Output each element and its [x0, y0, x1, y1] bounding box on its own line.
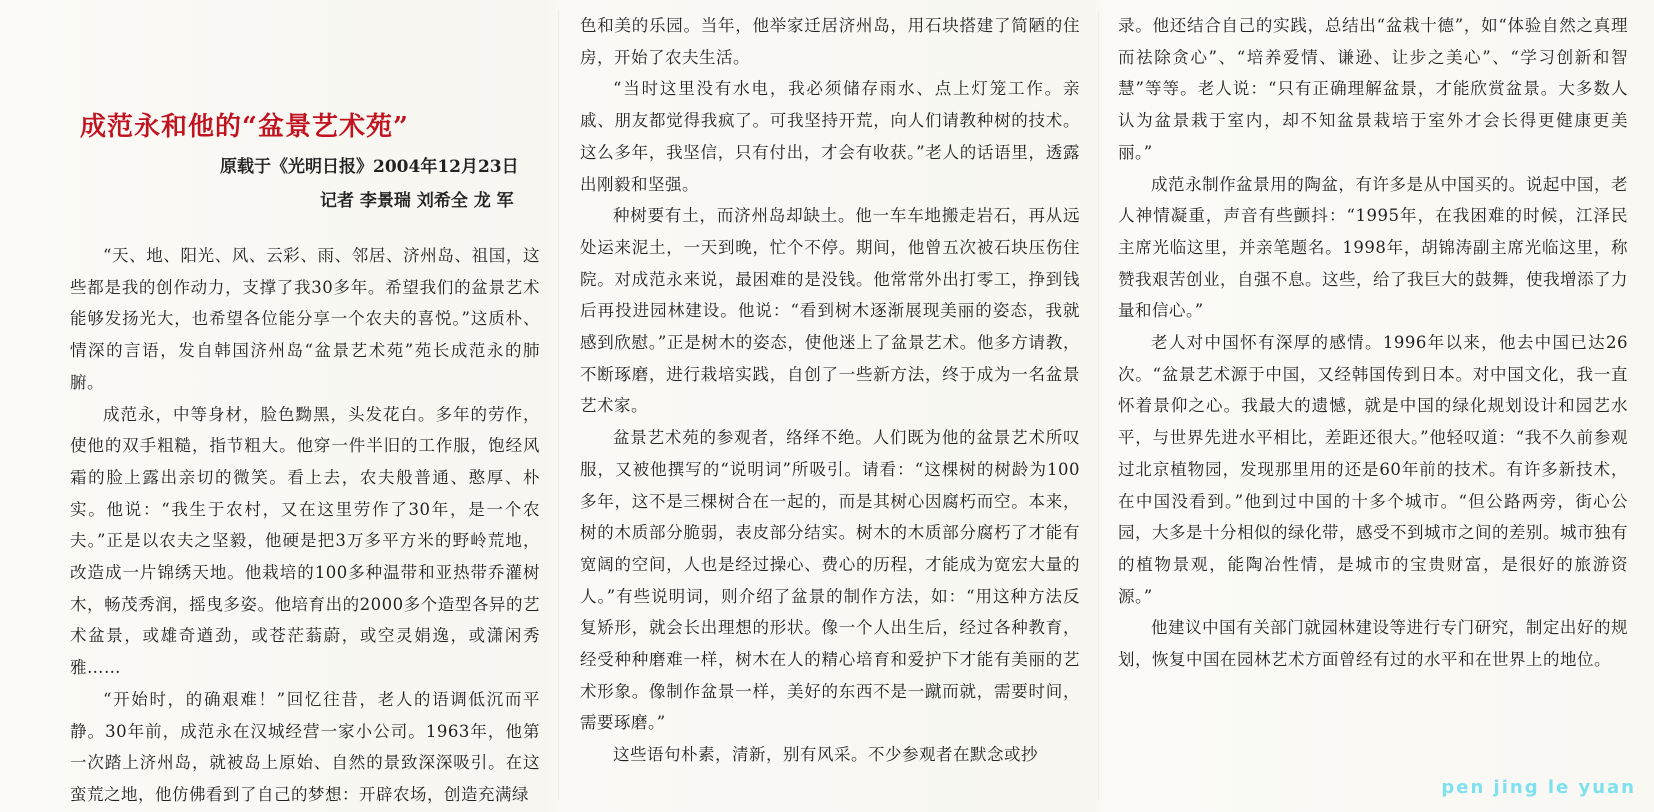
paragraph: 种树要有土，而济州岛却缺土。他一车车地搬走岩石，再从远处运来泥土，一天到晚，忙个不停。期间，他曾五次被石块压伤住院。对成范永来说，最困难的是没钱。他常常外出打零工，挣到钱后再投进园林建设。他说：“看到树木逐渐展现美丽的姿态，我就感到欣慰。”正是树木的姿态，使他迷上了盆景艺术。他多方请教，不断琢磨，进行栽培实践，自创了一些新方法，终于成为一名盆景艺术家。: [580, 206, 1080, 416]
column-1-text: [70, 240, 540, 811]
article-title: 成范永和他的“盆景艺术苑”: [80, 112, 409, 142]
column-divider: [558, 10, 559, 800]
paragraph: “开始时，的确艰难！”回忆往昔，老人的语调低沉而平静。30年前，成范永在汉城经营一家小公司。1963年，他第一次踏上济州岛，就被岛上原始、自然的景致深深吸引。在这蛮荒之地，他仿佛看到了自己的梦想：开辟农场，创造充满绿: [70, 689, 540, 804]
paragraph: 他建议中国有关部门就园林建设等进行专门研究，制定出好的规划，恢复中国在园林艺术方面曾经有过的水平和在世界上的地位。: [1118, 618, 1628, 670]
paragraph: 成范永制作盆景用的陶盆，有许多是从中国买的。说起中国，老人神情凝重，声音有些颤抖：“1995年，在我困难的时候，江泽民主席光临这里，并亲笔题名。1998年，胡锦涛副主席光临这里，称赞我艰苦创业，自强不息。这些，给了我巨大的鼓舞，使我增添了力量和信心。”: [1118, 174, 1628, 321]
column-3-text: [1118, 10, 1628, 676]
paragraph: 老人对中国怀有深厚的感情。1996年以来，他去中国已达26次。“盆景艺术源于中国，又经韩国传到日本。对中国文化，我一直怀着景仰之心。我最大的遗憾，就是中国的绿化规划设计和园艺水平，与世界先进水平相比，差距还很大。”他轻叹道：“我不久前参观过北京植物园，发现那里用的还是60年前的技术。有许多新技术，在中国没看到。”他到过中国的十多个城市。“但公路两旁，街心公园，大多是十分相似的绿化带，感受不到城市之间的差别。城市独有的植物景观，能陶冶性情，是城市的宝贵财富，是很好的旅游资源。”: [1118, 333, 1628, 606]
watermark-text: pen jing le yuan: [1441, 777, 1636, 798]
column-divider: [1098, 10, 1099, 800]
article-source: 原载于《光明日报》2004年12月23日: [220, 157, 519, 177]
column-2: [580, 0, 1080, 812]
column-1: [70, 0, 540, 812]
paragraph: 色和美的乐园。当年，他举家迁居济州岛，用石块搭建了简陋的住房，开始了农夫生活。: [580, 16, 1080, 67]
paragraph: 这些语句朴素，清新，别有风采。不少参观者在默念或抄: [613, 745, 1038, 765]
paragraph: 录。他还结合自己的实践，总结出“盆栽十德”，如“体验自然之真理而祛除贪心”、“培养爱情、谦逊、让步之美心”、“学习创新和智慧”等等。老人说：“只有正确理解盆景，才能欣赏盆景。大多数人认为盆景栽于室内，却不知盆景栽培于室外才会长得更健康更美丽。”: [1118, 16, 1628, 162]
article-byline: 记者 李景瑞 刘希全 龙 军: [320, 191, 514, 211]
column-2-text: [580, 10, 1080, 771]
paragraph: 盆景艺术苑的参观者，络绎不绝。人们既为他的盆景艺术所叹服，又被他撰写的“说明词”所吸引。请看：“这棵树的树龄为100多年，这不是三棵树合在一起的，而是其树心因腐朽而空。本来，树的木质部分脆弱，表皮部分结实。树木的木质部分腐朽了才能有宽阔的空间，人也是经过操心、费心的历程，才能成为宽宏大量的人。”有些说明词，则介绍了盆景的制作方法，如：“用这种方法反复矫形，就会长出理想的形状。像一个人出生后，经过各种教育，经受种种磨难一样，树木在人的精心培育和爱护下才能有美丽的艺术形象。像制作盆景一样，美好的东西不是一蹴而就，需要时间，需要琢磨。”: [580, 428, 1080, 733]
column-3: [1118, 0, 1628, 812]
paragraph: “天、地、阳光、风、云彩、雨、邻居、济州岛、祖国，这些都是我的创作动力，支撑了我30多年。希望我们的盆景艺术能够发扬光大，也希望各位能分享一个农夫的喜悦。”这质朴、情深的言语，发自韩国济州岛“盆景艺术苑”苑长成范永的肺腑。: [70, 246, 540, 392]
paragraph: “当时这里没有水电，我必须储存雨水、点上灯笼工作。亲戚、朋友都觉得我疯了。可我坚持开荒，向人们请教种树的技术。这么多年，我坚信，只有付出，才会有收获。”老人的话语里，透露出刚毅和坚强。: [580, 79, 1080, 194]
paragraph: 成范永，中等身材，脸色黝黑，头发花白。多年的劳作，使他的双手粗糙，指节粗大。他穿一件半旧的工作服，饱经风霜的脸上露出亲切的微笑。看上去，农夫般普通、憨厚、朴实。他说：“我生于农村，又在这里劳作了30年，是一个农夫。”正是以农夫之坚毅，他硬是把3万多平方米的野岭荒地，改造成一片锦绣天地。他栽培的100多种温带和亚热带乔灌树木，畅茂秀润，摇曳多姿。他培育出的2000多个造型各异的艺术盆景，或雄奇遒劲，或苍茫蓊蔚，或空灵娟逸，或潇闲秀雅……: [70, 404, 540, 678]
